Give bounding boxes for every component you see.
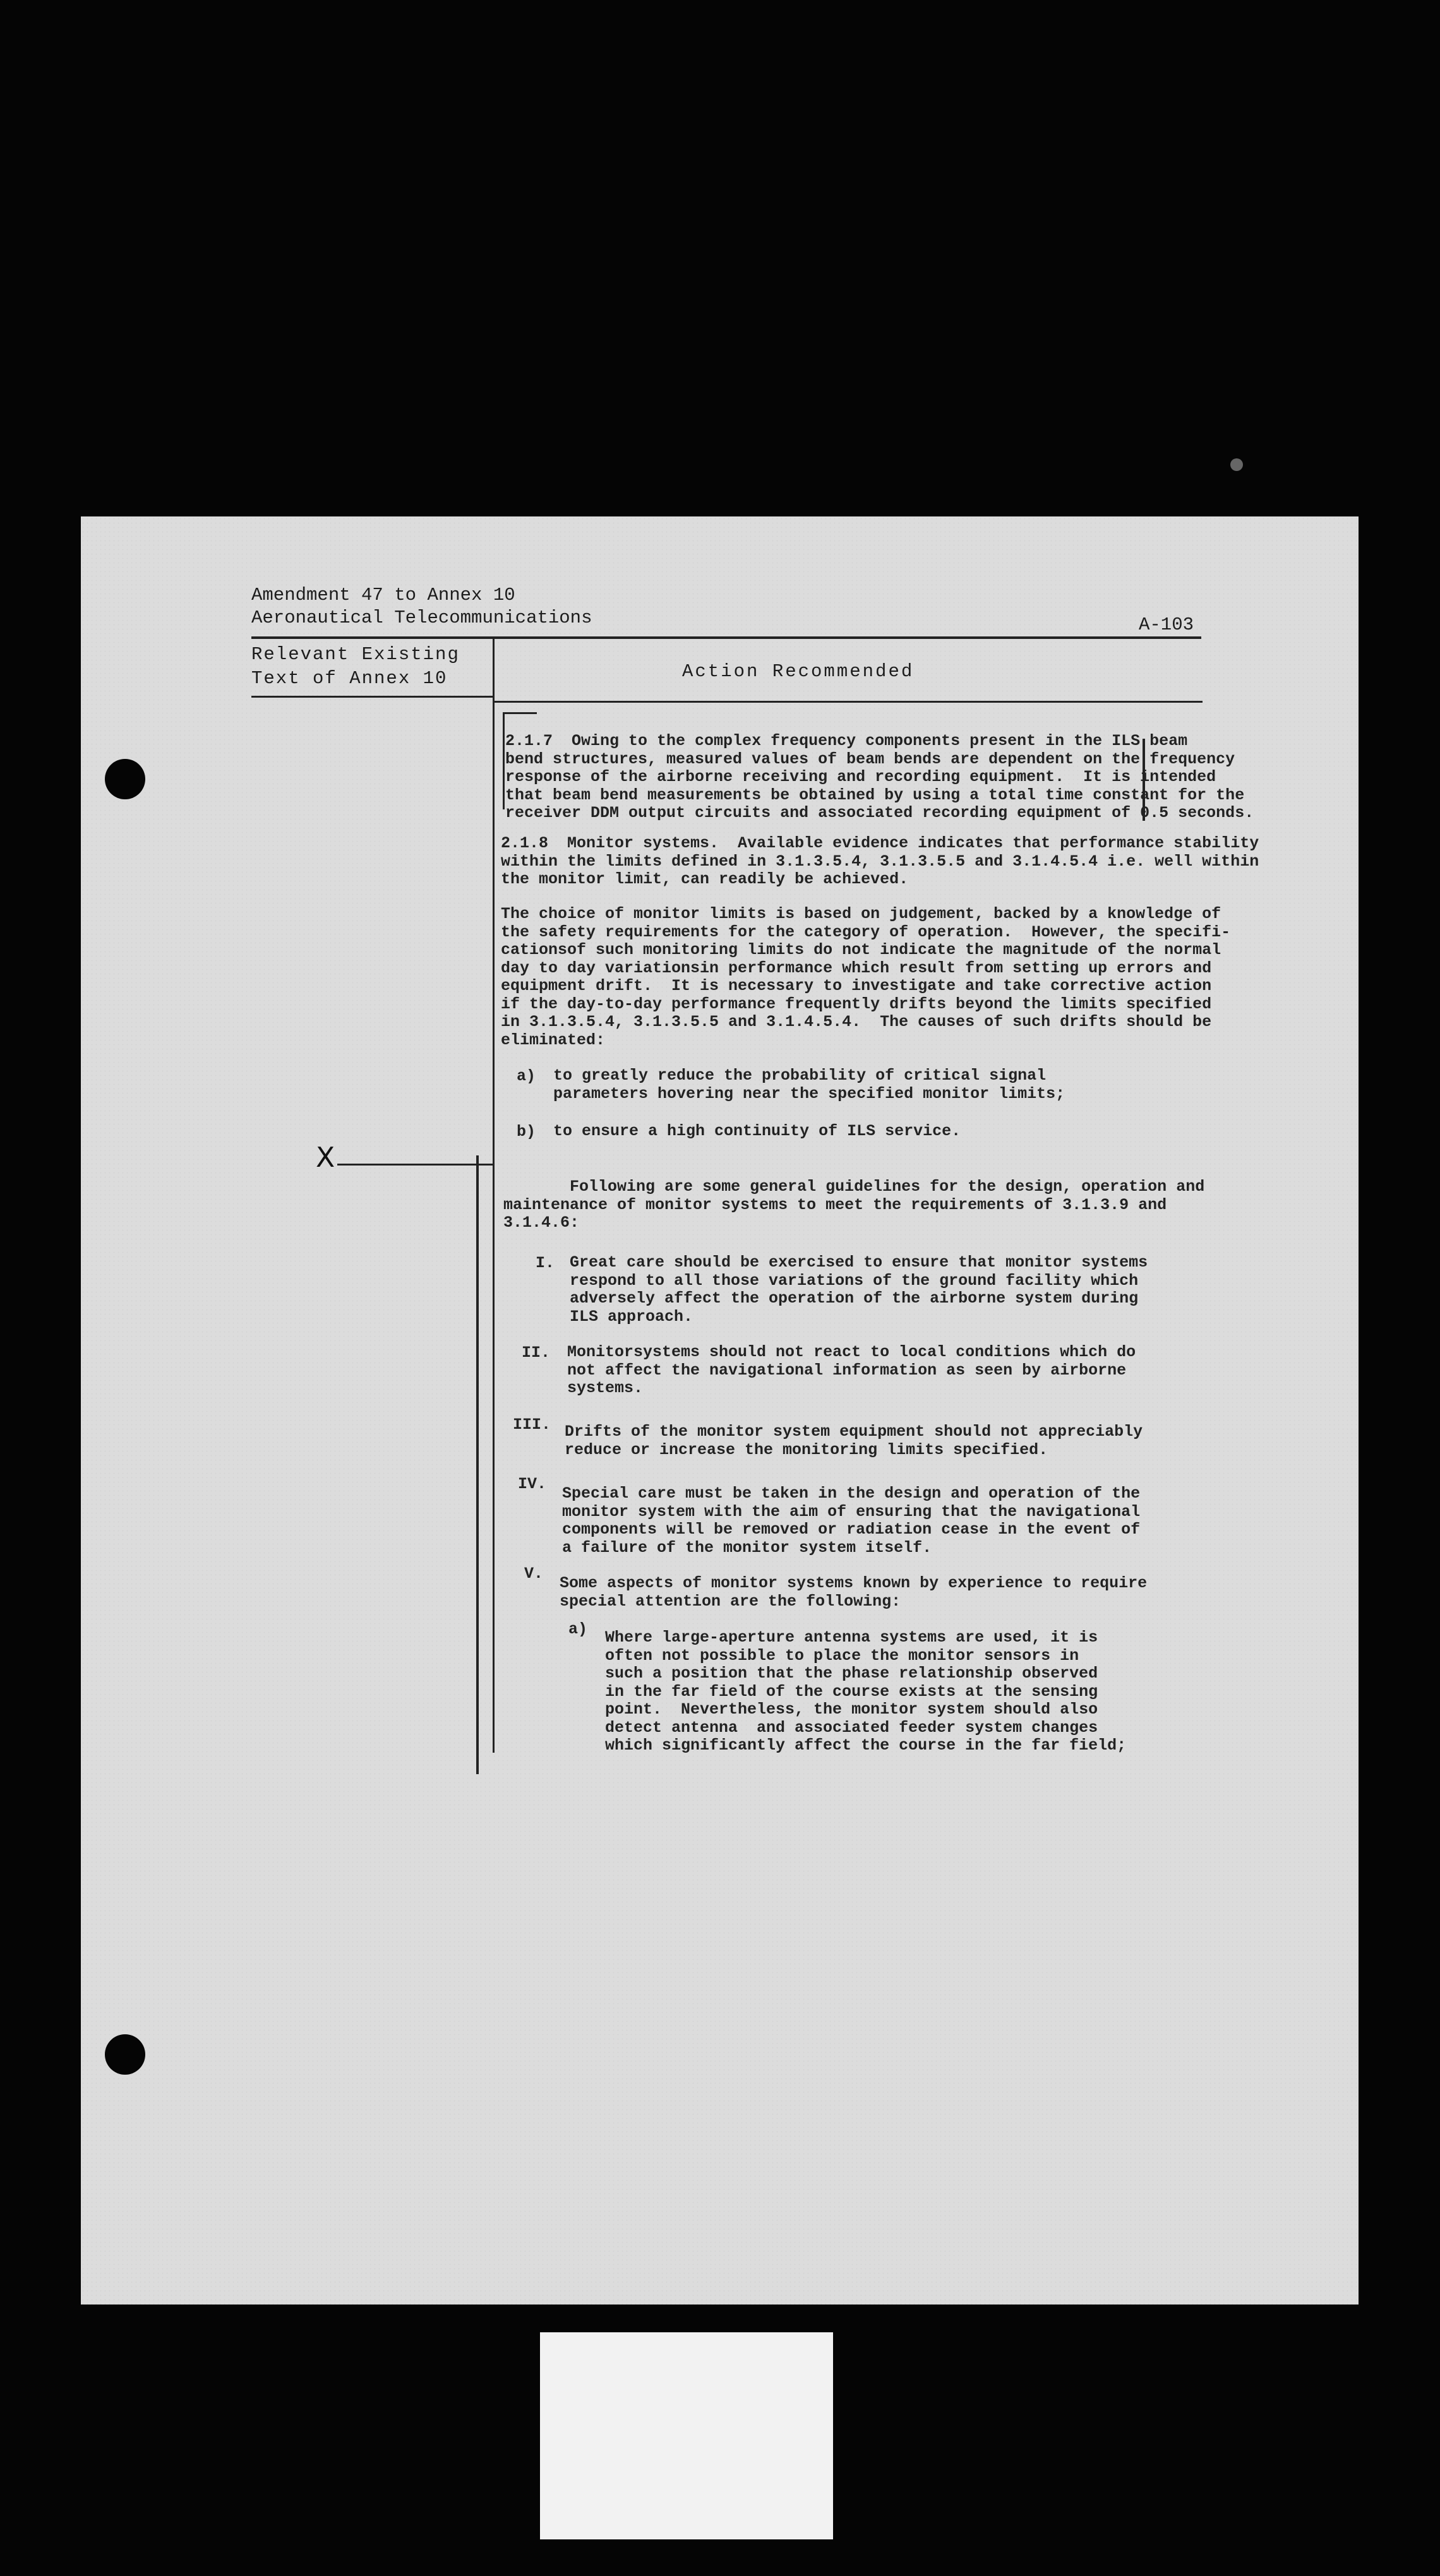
header-rule (251, 636, 1201, 639)
sub-item-label: a) (568, 1620, 588, 1638)
paragraph-monitor-limits: The choice of monitor limits is based on judgement, backed by a knowledge of the safety requirements for the category of operation. However, the specifi- cationsof such monitoring limits do not indicate the magnitude of the normal day to day variationsin performance which result from setting up errors and equipment drift. It is necessary to investigate and take corrective action if the day-to-day performance frequently drifts beyond the limits specified in 3.1.3.5.4, 3.1.3.5.5 and 3.1.4.5.4. The causes of such drifts should be eliminated: (501, 905, 1231, 1049)
paragraph-2-1-7: 2.1.7 Owing to the complex frequency components present in the ILS beam bend structures, measured values of beam bends are dependent on the frequency response of the airborne receiving and recording equipment. It is intended that beam bend measurements be obtained by using a total time constant for the receiver DDM output circuits and associated recording equipment of 0.5 seconds. (505, 732, 1254, 822)
guideline-label: IV. (518, 1475, 547, 1493)
left-column-heading-1: Relevant Existing (251, 644, 460, 665)
punch-hole-top (105, 759, 145, 799)
guideline-label: III. (513, 1416, 551, 1434)
guideline-label: V. (524, 1565, 544, 1583)
cause-item: to ensure a high continuity of ILS service. (553, 1122, 961, 1140)
right-heading-rule (494, 701, 1203, 703)
amendment-line: Amendment 47 to Annex 10 (251, 585, 515, 605)
left-heading-rule (251, 696, 493, 698)
cause-item: to greatly reduce the probability of critical signal parameters hovering near the specified monitor limits; (553, 1066, 1065, 1103)
cause-label: b) (517, 1123, 536, 1141)
scan-speck (1230, 458, 1243, 471)
paragraph-guidelines-intro: Following are some general guidelines for the design, operation and maintenance of monitor systems to meet the requirements of 3.1.3.9 and 3.1.4.6: (503, 1178, 1205, 1232)
guideline-item: Some aspects of monitor systems known by experience to require special attention are the following: (560, 1574, 1148, 1611)
scanner-target-card (540, 2332, 833, 2539)
punch-hole-bottom (105, 2034, 145, 2075)
margin-mark: X (316, 1142, 335, 1174)
guideline-label: II. (522, 1344, 551, 1362)
guideline-item: Monitorsystems should not react to local conditions which do not affect the navigational information as seen by airborne systems. (567, 1343, 1136, 1397)
annex-title: Aeronautical Telecommunications (251, 607, 592, 628)
bracket-left (503, 712, 505, 809)
guideline-label: I. (536, 1254, 555, 1272)
right-column-heading: Action Recommended (682, 661, 915, 682)
paragraph-2-1-8: 2.1.8 Monitor systems. Available evidence indicates that performance stability within the limits defined in 3.1.3.5.4, 3.1.3.5.5 and 3.1.4.5.4 i.e. well within the monitor limit, can readily be achieved. (501, 834, 1259, 888)
bracket-top (503, 712, 537, 714)
change-bar (476, 1155, 479, 1774)
page-number: A-103 (1139, 614, 1194, 635)
guideline-item: Drifts of the monitor system equipment should not appreciably reduce or increase the monitoring limits specified. (565, 1422, 1143, 1459)
guideline-item: Great care should be exercised to ensure that monitor systems respond to all those variations of the ground facility which adversely affect the operation of the airborne system during ILS approach. (570, 1253, 1148, 1326)
guideline-item: Special care must be taken in the design and operation of the monitor system with the aim of ensuring that the navigational components will be removed or radiation cease in the event of a failure of the monitor system itself. (562, 1484, 1141, 1557)
sub-item: Where large-aperture antenna systems are used, it is often not possible to place the monitor sensors in such a position that the phase relationship observed in the far field of the course exists at the sensing point. Nevertheless, the monitor system should also detect antenna and associated feeder system changes which significantly affect the course in the far field; (605, 1628, 1127, 1755)
margin-pointer-line (337, 1164, 494, 1166)
left-column-heading-2: Text of Annex 10 (251, 668, 448, 689)
column-divider (493, 636, 495, 1753)
cause-label: a) (517, 1067, 536, 1085)
